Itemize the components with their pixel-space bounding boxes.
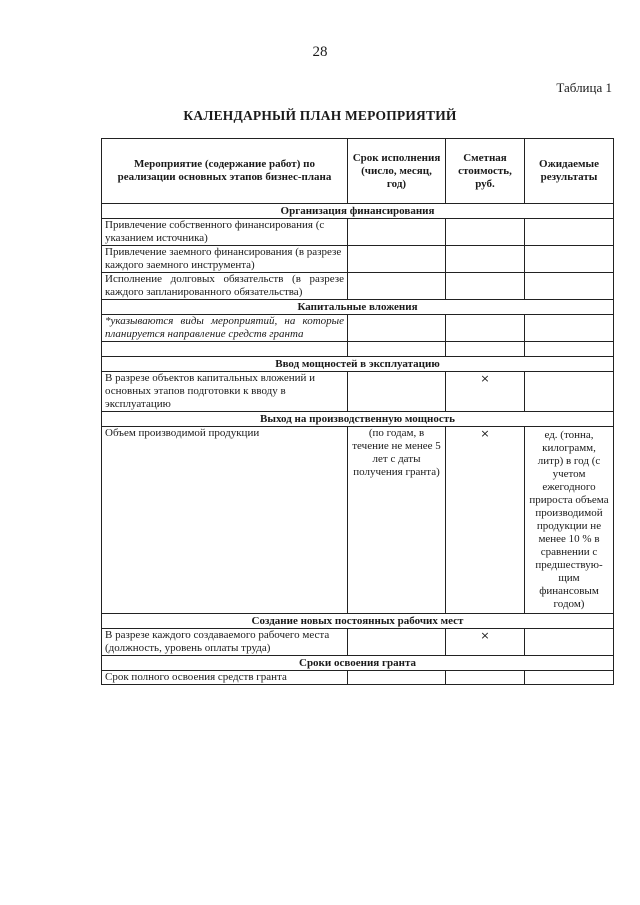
document-title: КАЛЕНДАРНЫЙ ПЛАН МЕРОПРИЯТИЙ (183, 108, 457, 123)
table-row (102, 629, 614, 656)
section-title-capital: Капитальные вложения (102, 300, 614, 315)
table-row (102, 372, 614, 412)
section-title-financing: Организация финансирования (102, 204, 614, 219)
table-header-row (102, 139, 614, 204)
results-cell: ед. (тонна, килограмм, литр) в год (с учетом ежегодного прироста объема производимой продукции не менее 10 % в сравнении с предшествую-щим финансовым годом) (525, 427, 614, 614)
results-cell (525, 671, 614, 685)
header-cost: Сметная стоимость, руб. (446, 139, 525, 204)
results-cell (525, 315, 614, 342)
section-title-jobs: Создание новых постоянных рабочих мест (102, 614, 614, 629)
section-title-capacity: Выход на производственную мощность (102, 412, 614, 427)
activity-cell: В разрезе объектов капитальных вложений и основных этапов подготовки к вводу в эксплуатацию (102, 372, 348, 412)
activity-cell: Привлечение заемного финансирования (в разрезе каждого заемного инструмента) (102, 246, 348, 273)
cost-cell: × (446, 629, 525, 656)
table-row (102, 342, 614, 357)
results-cell (525, 219, 614, 246)
cost-cell (446, 342, 525, 357)
deadline-cell (348, 273, 446, 300)
results-cell (525, 629, 614, 656)
deadline-cell (348, 671, 446, 685)
cost-cell: × (446, 427, 525, 614)
calendar-plan-table (101, 138, 614, 685)
deadline-cell (348, 219, 446, 246)
results-cell (525, 342, 614, 357)
page-number: 28 (312, 44, 328, 60)
section-title-commissioning: Ввод мощностей в эксплуатацию (102, 357, 614, 372)
cost-cell (446, 246, 525, 273)
deadline-cell (348, 629, 446, 656)
section-row-jobs (102, 614, 614, 629)
results-cell (525, 372, 614, 412)
results-cell (525, 246, 614, 273)
table-row (102, 671, 614, 685)
activity-cell: Объем производимой продукции (102, 427, 348, 614)
header-results: Ожидаемые результаты (525, 139, 614, 204)
table-row (102, 273, 614, 300)
cost-cell (446, 315, 525, 342)
activity-cell: Привлечение собственного финансирования (с указанием источника) (102, 219, 348, 246)
deadline-cell: (по годам, в течение не менее 5 лет с даты получения гранта) (348, 427, 446, 614)
activity-cell: В разрезе каждого создаваемого рабочего места (должность, уровень оплаты труда) (102, 629, 348, 656)
cost-cell (446, 219, 525, 246)
section-row-capital (102, 300, 614, 315)
table-row (102, 427, 614, 614)
section-row-capacity (102, 412, 614, 427)
header-activity: Мероприятие (содержание работ) по реализации основных этапов бизнес-плана (102, 139, 348, 204)
table-row (102, 219, 614, 246)
deadline-cell (348, 342, 446, 357)
section-row-grant (102, 656, 614, 671)
table-row (102, 246, 614, 273)
cost-cell: × (446, 372, 525, 412)
deadline-cell (348, 372, 446, 412)
table-label: Таблица 1 (556, 80, 612, 95)
header-deadline: Срок исполнения (число, месяц, год) (348, 139, 446, 204)
results-cell (525, 273, 614, 300)
activity-cell (102, 342, 348, 357)
section-row-financing (102, 204, 614, 219)
table-row (102, 315, 614, 342)
activity-cell: Срок полного освоения средств гранта (102, 671, 348, 685)
section-title-grant: Сроки освоения гранта (102, 656, 614, 671)
deadline-cell (348, 315, 446, 342)
activity-cell: Исполнение долговых обязательств (в разрезе каждого запланированного обязательства) (102, 273, 348, 300)
activity-note-cell: *указываются виды мероприятий, на которые планируется направление средств гранта (102, 315, 348, 342)
section-row-commissioning (102, 357, 614, 372)
cost-cell (446, 671, 525, 685)
deadline-cell (348, 246, 446, 273)
cost-cell (446, 273, 525, 300)
